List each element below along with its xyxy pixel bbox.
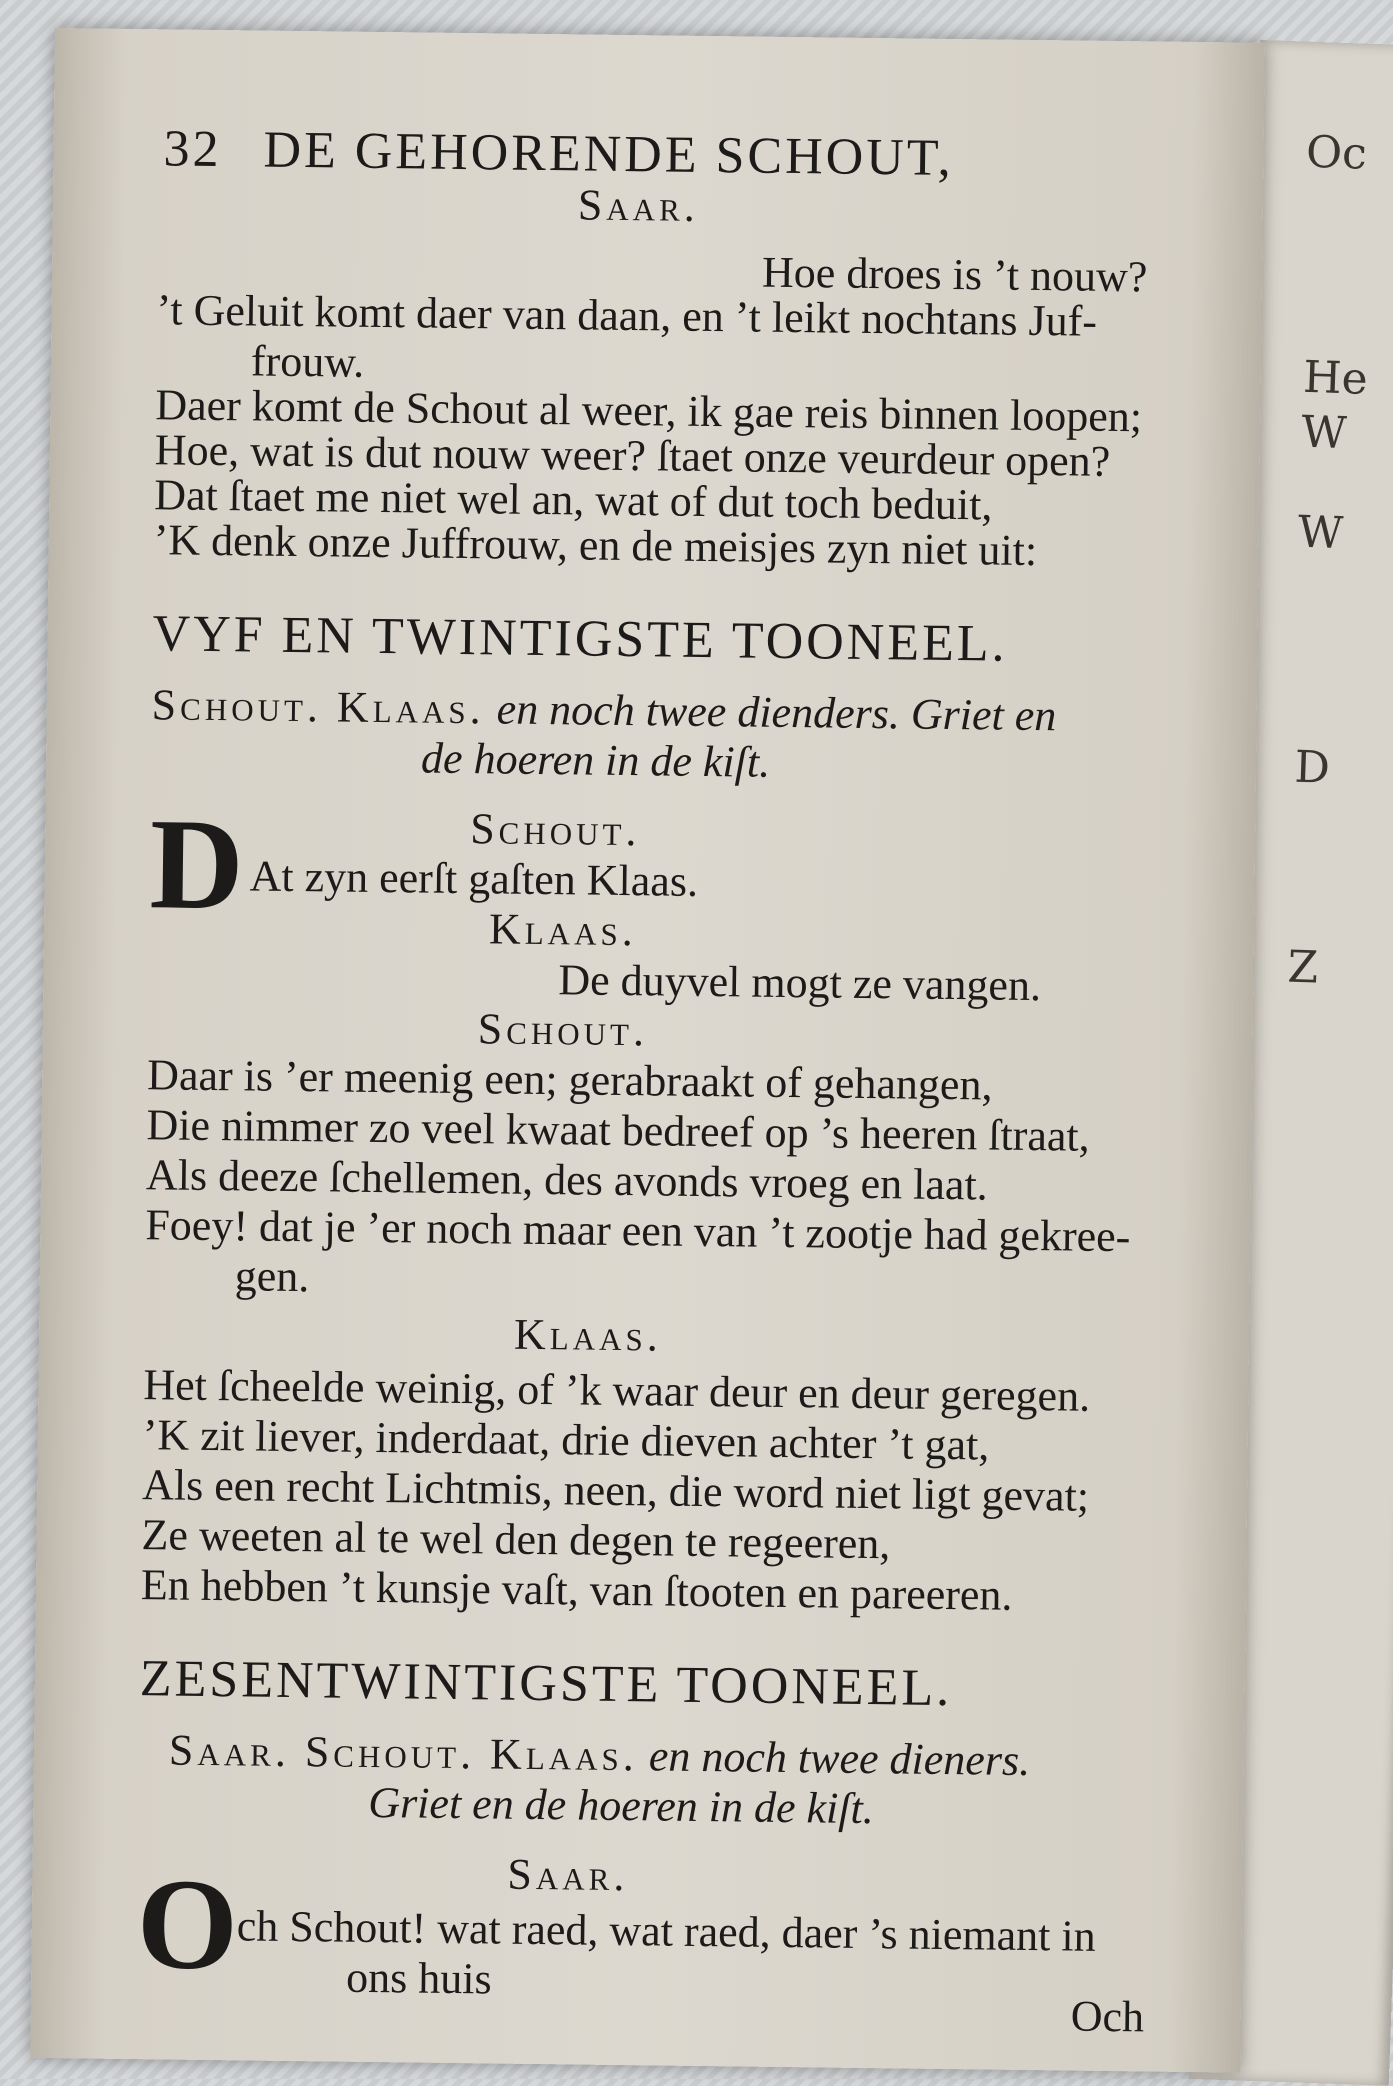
speaker-label: Saar.: [507, 1849, 629, 1901]
verse-line: ’K zit liever, inderdaat, drie dieven achter ’t gat,: [142, 1410, 990, 1470]
facing-word: Z: [1286, 941, 1320, 994]
speaker-label: Saar.: [577, 180, 700, 231]
scene-heading: ZESENTWINTIGSTE TOONEEL.: [139, 1650, 953, 1718]
verse-line: Dat ſtaet me niet wel an, wat of dut toch beduit,: [154, 470, 993, 530]
speaker-label: Schout.: [469, 804, 641, 856]
page-text: [135, 99, 1239, 2042]
scene-characters: Schout. Klaas.: [151, 680, 485, 734]
drop-cap: D: [148, 792, 245, 938]
running-title: DE GEHORENDE SCHOUT,: [263, 121, 955, 187]
scene-stage-direction: de hoeren in de kiſt.: [420, 733, 771, 787]
verse-line: ’K denk onze Juffrouw, en de meisjes zyn niet uit:: [153, 515, 1038, 576]
speaker-label: Klaas.: [513, 1309, 663, 1361]
facing-word: Oc: [1305, 126, 1368, 180]
verse-line: Ze weeten al te wel den degen te regeeren,: [141, 1510, 891, 1569]
verse-line: frouw.: [250, 336, 365, 387]
speaker-label: Klaas.: [488, 904, 638, 956]
verse-line: Het ſcheelde weinig, of ’k waar deur en deur geregen.: [143, 1360, 1091, 1421]
drop-cap: O: [135, 1852, 239, 1998]
verse-line: En hebben ’t kunsje vaſt, van ſtooten en pareeren.: [140, 1560, 1013, 1620]
verse-line: gen.: [234, 1251, 310, 1302]
verse-line: ons huis: [345, 1952, 492, 2004]
verse-line: Die nimmer zo veel kwaat bedreef op ’s heeren ſtraat,: [146, 1100, 1090, 1161]
facing-word: W: [1300, 406, 1348, 460]
facing-word: He: [1302, 351, 1369, 405]
scene-stage-direction: en noch twee dieners.: [648, 1731, 1031, 1786]
scene-stage-direction: Griet en de hoeren in de kiſt.: [368, 1777, 875, 1834]
speaker-label: Schout.: [477, 1004, 649, 1056]
scene-stage-direction: en noch twee dienders. Griet en: [496, 684, 1057, 741]
verse-line: ’t Geluit komt daer van daan, en ’t leikt nochtans Juf-: [156, 285, 1098, 346]
book-page: [30, 28, 1265, 2073]
scene-heading: VYF EN TWINTIGSTE TOONEEL.: [152, 605, 1008, 673]
verse-line: Daar is ’er meenig een; gerabraakt of gehangen,: [146, 1050, 993, 1110]
catchword: Och: [1070, 1991, 1145, 2042]
verse-line: Als deeze ſchellemen, des avonds vroeg en laat.: [145, 1150, 989, 1210]
verse-line: ch Schout! wat raed, wat raed, daer ’s niemant in: [236, 1901, 1096, 1961]
facing-word: D: [1293, 741, 1331, 794]
verse-line: Foey! dat je ’er noch maar een van ’t zootje had gekree-: [145, 1200, 1131, 1262]
verse-line: Als een recht Lichtmis, neen, die word niet ligt gevat;: [141, 1460, 1090, 1521]
verse-line: Hoe, wat is dut nouw weer? ſtaet onze veurdeur open?: [154, 425, 1111, 486]
facing-word: W: [1296, 506, 1344, 560]
verse-line: De duyvel mogt ze vangen.: [558, 955, 1042, 1011]
page-number: 32: [163, 120, 222, 179]
scene-characters: Saar. Schout. Klaas.: [168, 1725, 639, 1781]
verse-line: Hoe droes is ’t nouw?: [761, 247, 1148, 302]
verse-line: At zyn eerſt gaſten Klaas.: [249, 851, 699, 906]
verse-line: Daer komt de Schout al weer, ik gae reis binnen loopen;: [155, 380, 1143, 442]
